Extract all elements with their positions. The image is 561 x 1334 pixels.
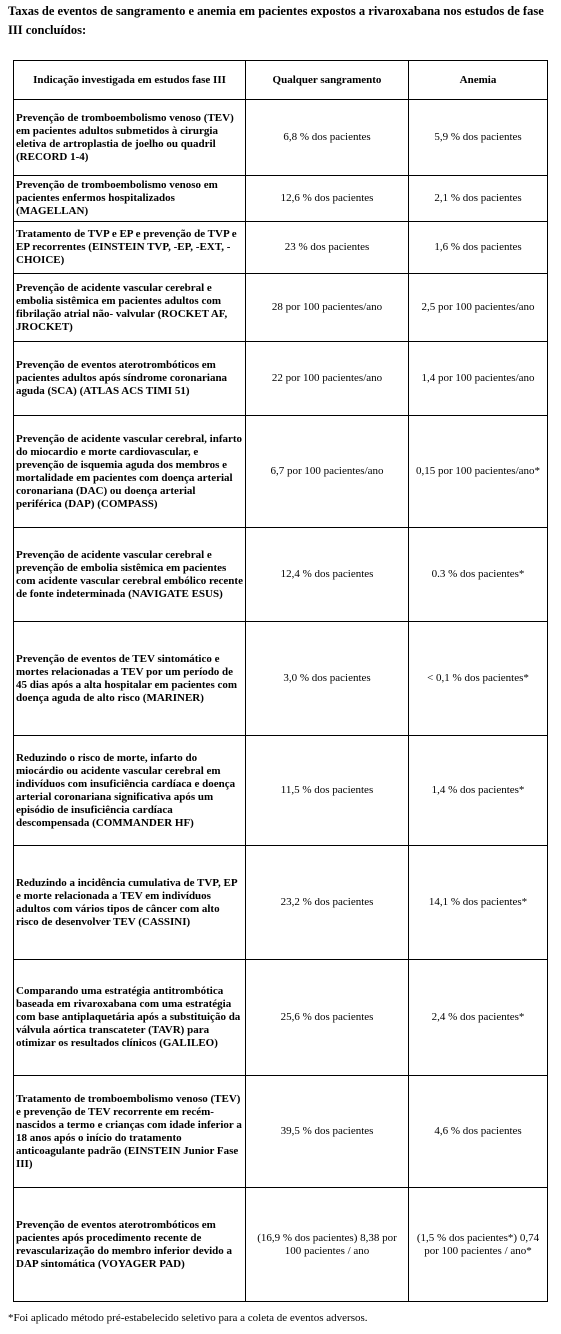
page-title: Taxas de eventos de sangramento e anemia em pacientes expostos a rivaroxabana nos estudos de fase III concluídos: — [8, 4, 544, 37]
bleeding-cell: 3,0 % dos pacientes — [246, 622, 409, 736]
anemia-cell: < 0,1 % dos pacientes* — [409, 622, 548, 736]
bleeding-cell: 23,2 % dos pacientes — [246, 846, 409, 960]
anemia-cell: 1,4 por 100 pacientes/ano — [409, 342, 548, 416]
bleeding-cell: 25,6 % dos pacientes — [246, 960, 409, 1076]
indication-cell: Prevenção de acidente vascular cerebral e embolia sistêmica em pacientes adultos com fibrilação atrial não- valvular (ROCKET AF, JROCKET) — [14, 274, 246, 342]
indication-cell: Prevenção de eventos aterotrombóticos em pacientes após procedimento recente de revascularização do membro inferior devido a DAP sintomática (VOYAGER PAD) — [14, 1188, 246, 1302]
anemia-cell: 5,9 % dos pacientes — [409, 100, 548, 176]
anemia-cell: 1,6 % dos pacientes — [409, 222, 548, 274]
indication-cell: Prevenção de tromboembolismo venoso em pacientes enfermos hospitalizados (MAGELLAN) — [14, 176, 246, 222]
indication-cell: Prevenção de eventos de TEV sintomático e mortes relacionadas a TEV por um período de 45 dias após a alta hospitalar em pacientes com doença aguda de alto risco (MARINER) — [14, 622, 246, 736]
header-anemia: Anemia — [409, 61, 548, 100]
bleeding-cell: 23 % dos pacientes — [246, 222, 409, 274]
table-row — [14, 1188, 548, 1302]
anemia-cell: 1,4 % dos pacientes* — [409, 736, 548, 846]
anemia-cell: 2,5 por 100 pacientes/ano — [409, 274, 548, 342]
anemia-cell: 4,6 % dos pacientes — [409, 1076, 548, 1188]
bleeding-cell: 11,5 % dos pacientes — [246, 736, 409, 846]
indication-cell: Reduzindo a incidência cumulativa de TVP, EP e morte relacionada a TEV em indivíduos adultos com vários tipos de câncer com alto risco de desenvolver TEV (CASSINI) — [14, 846, 246, 960]
bleeding-cell: 6,8 % dos pacientes — [246, 100, 409, 176]
footnote: *Foi aplicado método pré-estabelecido seletivo para a coleta de eventos adversos. — [8, 1312, 368, 1324]
bleeding-cell: 28 por 100 pacientes/ano — [246, 274, 409, 342]
bleeding-cell: 39,5 % dos pacientes — [246, 1076, 409, 1188]
table-row — [14, 416, 548, 528]
indication-cell: Prevenção de acidente vascular cerebral, infarto do miocardio e morte cardiovascular, e prevenção de isquemia aguda dos membros e mortalidade em pacientes com doença arterial coronariana (DAC) ou doença arterial periférica (DAP) (COMPASS) — [14, 416, 246, 528]
indication-cell: Comparando uma estratégia antitrombótica baseada em rivaroxabana com uma estratégia com base antiplaquetária após a substituição da válvula aórtica transcateter (TAVR) para otimizar os resultados clínicos (GALILEO) — [14, 960, 246, 1076]
bleeding-cell: 12,6 % dos pacientes — [246, 176, 409, 222]
header-indication: Indicação investigada em estudos fase III — [14, 61, 246, 100]
table-row — [14, 222, 548, 274]
bleeding-cell: 12,4 % dos pacientes — [246, 528, 409, 622]
table-row — [14, 960, 548, 1076]
adverse-events-table — [13, 60, 548, 1302]
bleeding-cell: 22 por 100 pacientes/ano — [246, 342, 409, 416]
indication-cell: Prevenção de eventos aterotrombóticos em pacientes adultos após síndrome coronariana aguda (SCA) (ATLAS ACS TIMI 51) — [14, 342, 246, 416]
table-row — [14, 342, 548, 416]
table-row — [14, 274, 548, 342]
indication-cell: Tratamento de tromboembolismo venoso (TEV) e prevenção de TEV recorrente em recém-nascidos a termo e crianças com idade inferior a 18 anos após o início do tratamento anticoagulante padrão (EINSTEIN Junior Fase III) — [14, 1076, 246, 1188]
indication-cell: Prevenção de tromboembolismo venoso (TEV) em pacientes adultos submetidos à cirurgia eletiva de artroplastia de joelho ou quadril (RECORD 1-4) — [14, 100, 246, 176]
indication-cell: Reduzindo o risco de morte, infarto do miocárdio ou acidente vascular cerebral em indivíduos com insuficiência cardíaca e doença arterial coronariana significativa após um episódio de insuficiência cardíaca descompensada (COMMANDER HF) — [14, 736, 246, 846]
table-row — [14, 1076, 548, 1188]
anemia-cell: 0,15 por 100 pacientes/ano* — [409, 416, 548, 528]
bleeding-cell: (16,9 % dos pacientes) 8,38 por 100 pacientes / ano — [246, 1188, 409, 1302]
table-row — [14, 736, 548, 846]
table-row — [14, 528, 548, 622]
anemia-cell: 2,4 % dos pacientes* — [409, 960, 548, 1076]
table-header-row — [14, 61, 548, 100]
indication-cell: Prevenção de acidente vascular cerebral e prevenção de embolia sistêmica em pacientes com acidente vascular cerebral embólico recente de fonte indeterminada (NAVIGATE ESUS) — [14, 528, 246, 622]
table-body — [14, 100, 548, 1302]
indication-cell: Tratamento de TVP e EP e prevenção de TVP e EP recorrentes (EINSTEIN TVP, -EP, -EXT, -CHOICE) — [14, 222, 246, 274]
anemia-cell: 0.3 % dos pacientes* — [409, 528, 548, 622]
anemia-cell: 14,1 % dos pacientes* — [409, 846, 548, 960]
table-row — [14, 622, 548, 736]
bleeding-cell: 6,7 por 100 pacientes/ano — [246, 416, 409, 528]
table-row — [14, 100, 548, 176]
table-row — [14, 176, 548, 222]
anemia-cell: (1,5 % dos pacientes*) 0,74 por 100 pacientes / ano* — [409, 1188, 548, 1302]
anemia-cell: 2,1 % dos pacientes — [409, 176, 548, 222]
header-bleeding: Qualquer sangramento — [246, 61, 409, 100]
table-row — [14, 846, 548, 960]
